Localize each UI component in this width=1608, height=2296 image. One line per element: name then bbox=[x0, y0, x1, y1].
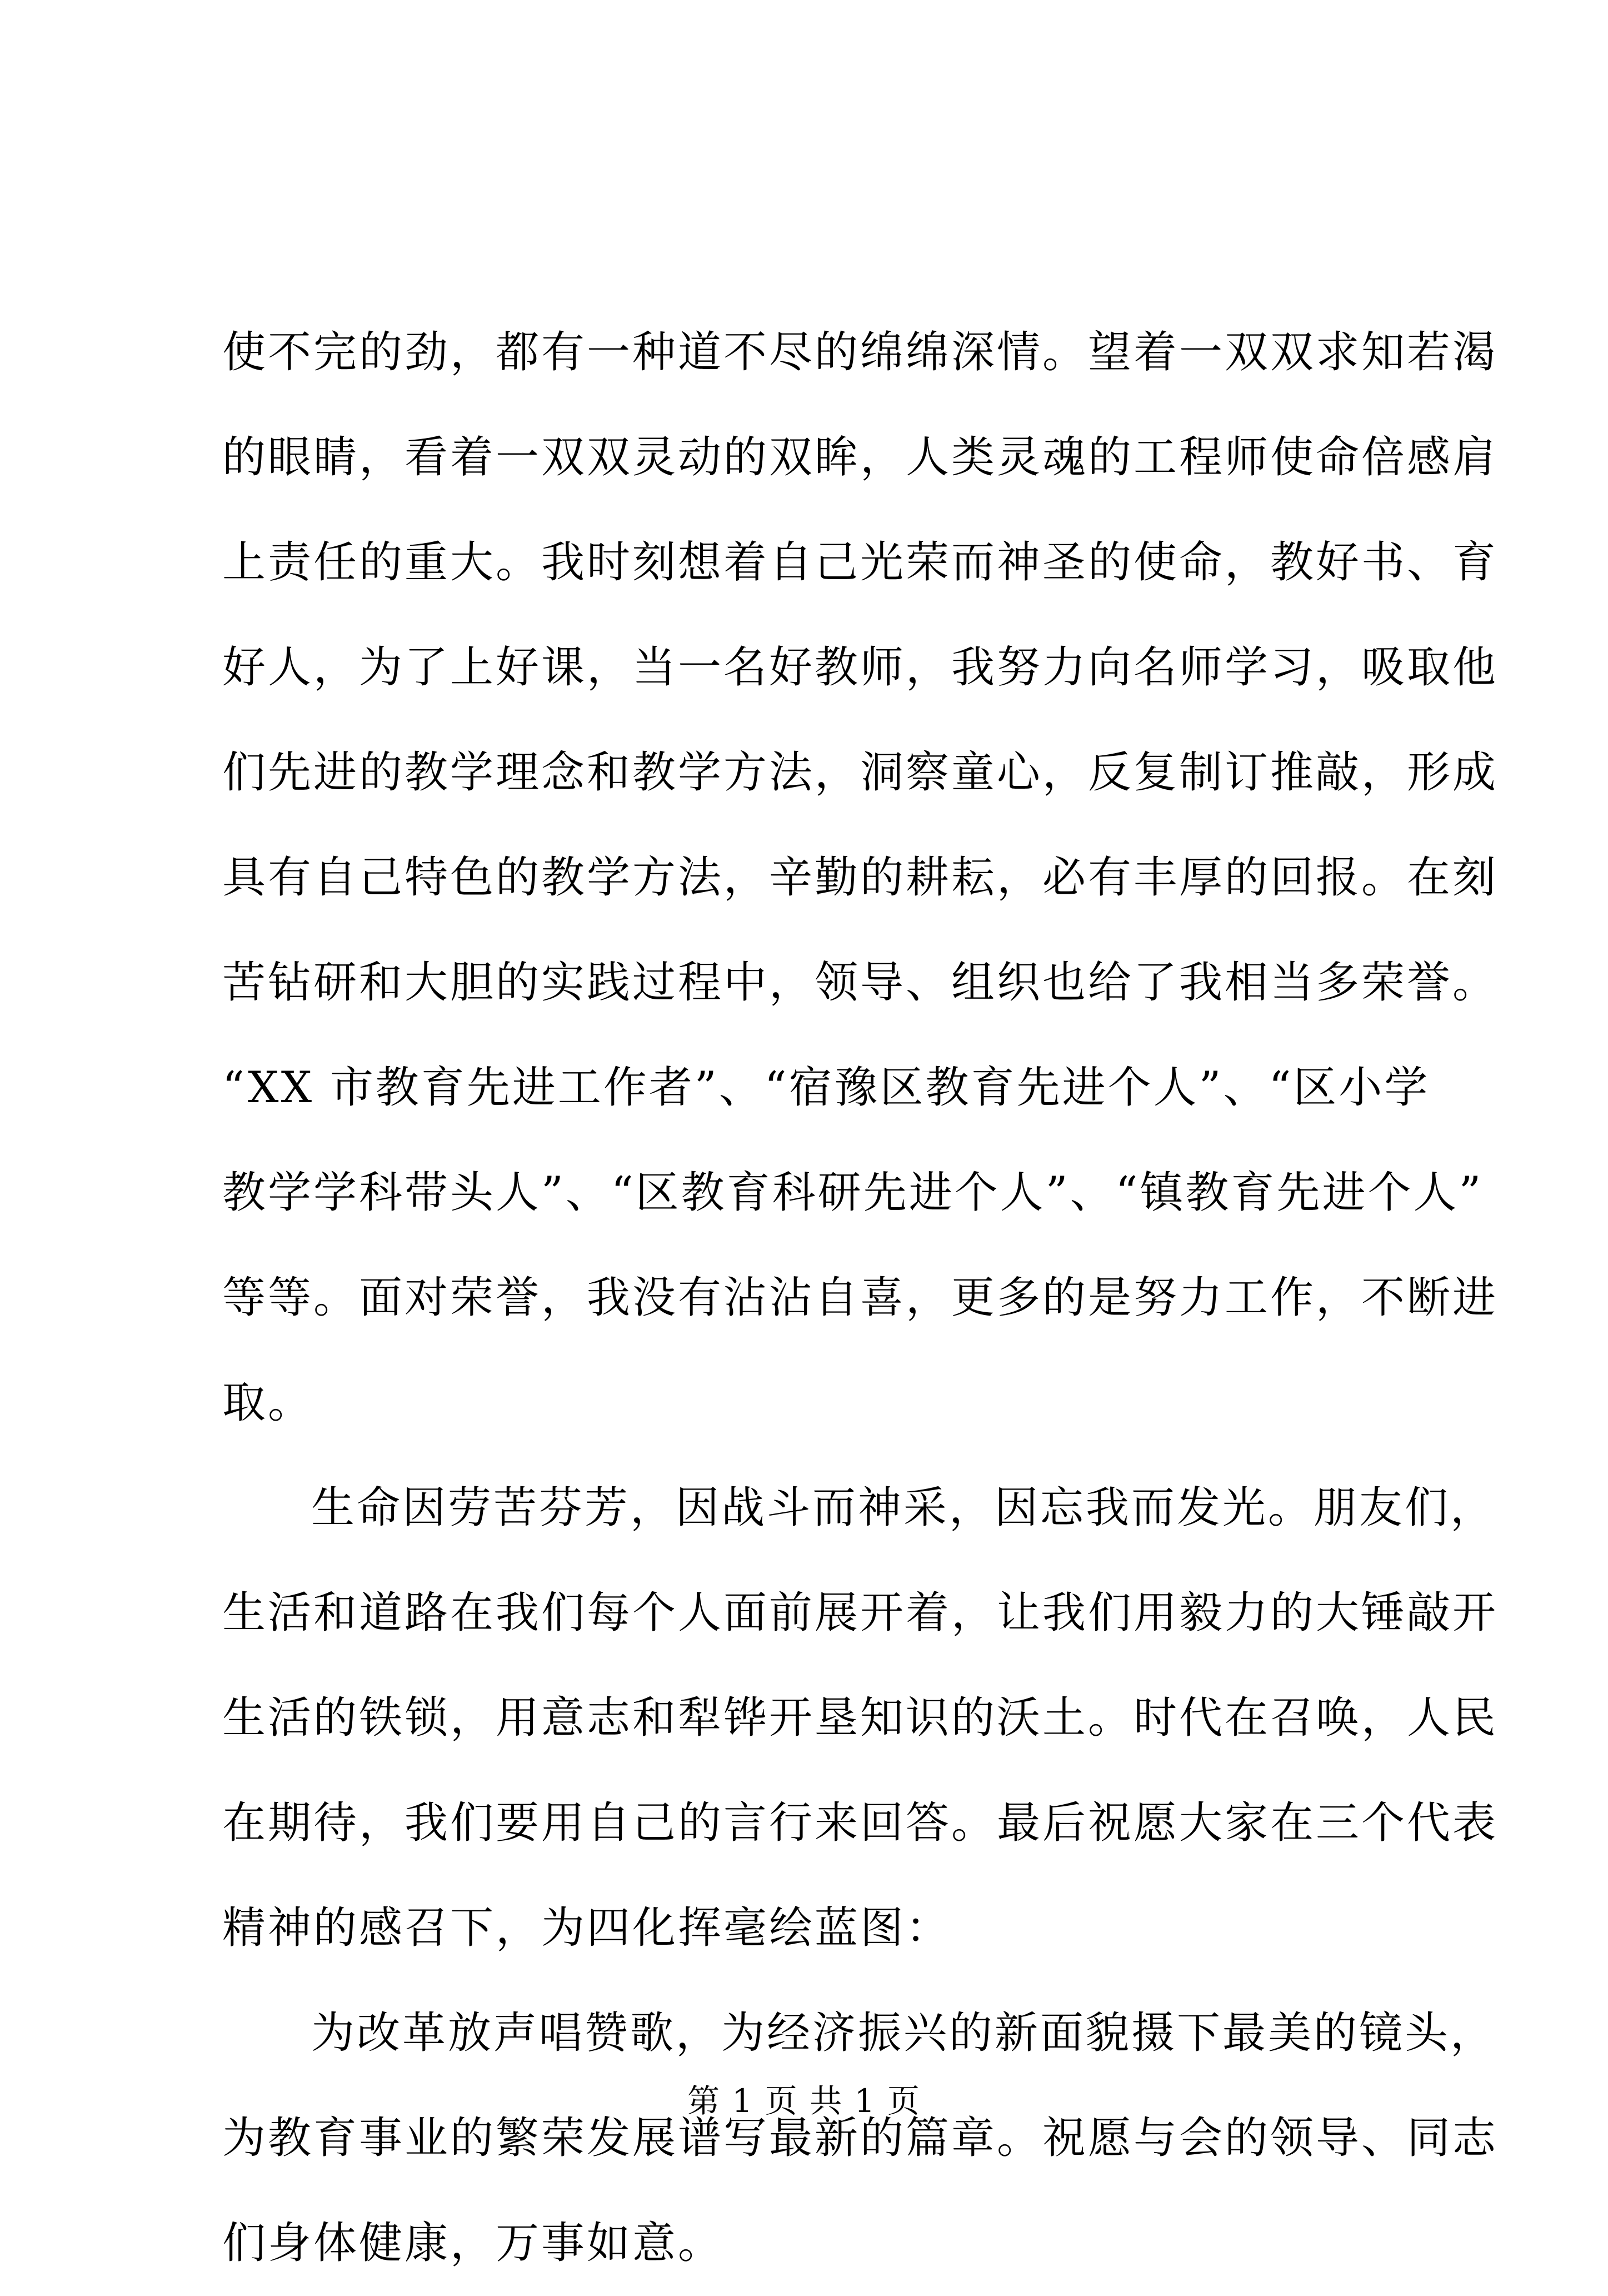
text-line: 使不完的劲，都有一种道不尽的绵绵深情。望着一双双求知若渴 bbox=[222, 327, 1499, 377]
text-line: 为改革放声唱赞歌，为经济振兴的新面貌摄下最美的镜头， bbox=[311, 2008, 1496, 2058]
text-line: 们身体健康，万事如意。 bbox=[222, 2218, 724, 2268]
text-line: 上责任的重大。我时刻想着自己光荣而神圣的使命，教好书、育 bbox=[222, 537, 1499, 587]
text-line: 教学学科带头人”、“区教育科研先进个人”、“镇教育先进个人” bbox=[222, 1168, 1484, 1218]
page-footer: 第 1 页 共 1 页 bbox=[687, 2082, 921, 2120]
text-line: 生活和道路在我们每个人面前展开着，让我们用毅力的大锤敲开 bbox=[222, 1588, 1499, 1638]
text-line: 具有自己特色的教学方法，辛勤的耕耘，必有丰厚的回报。在刻 bbox=[222, 853, 1499, 903]
text-line: 们先进的教学理念和教学方法，洞察童心，反复制订推敲，形成 bbox=[222, 748, 1499, 798]
text-line: 等等。面对荣誉，我没有沾沾自喜，更多的是努力工作，不断进 bbox=[222, 1273, 1499, 1323]
text-line: 取。 bbox=[222, 1378, 314, 1428]
text-line: 生命因劳苦芬芳，因战斗而神采，因忘我而发光。朋友们， bbox=[311, 1483, 1496, 1533]
text-line: “XX 市教育先进工作者”、“宿豫区教育先进个人”、“区小学 bbox=[222, 1063, 1430, 1113]
paragraph-2 bbox=[222, 1456, 1499, 1981]
text-line: 的眼睛，看着一双双灵动的双眸，人类灵魂的工程师使命倍感肩 bbox=[222, 432, 1499, 482]
paragraph-1 bbox=[222, 300, 1499, 1456]
text-line: 苦钻研和大胆的实践过程中，领导、组织也给了我相当多荣誉。 bbox=[222, 958, 1499, 1008]
text-line: 生活的铁锁，用意志和犁铧开垦知识的沃土。时代在召唤，人民 bbox=[222, 1693, 1499, 1743]
text-line: 为教育事业的繁荣发展谱写最新的篇章。祝愿与会的领导、同志 bbox=[222, 2113, 1499, 2163]
text-line: 在期待，我们要用自己的言行来回答。最后祝愿大家在三个代表 bbox=[222, 1798, 1499, 1848]
paragraph-3 bbox=[222, 1981, 1499, 2296]
text-line: 精神的感召下，为四化挥毫绘蓝图： bbox=[222, 1903, 952, 1953]
document-body bbox=[222, 300, 1499, 2296]
text-line: 好人，为了上好课，当一名好教师，我努力向名师学习，吸取他 bbox=[222, 643, 1499, 693]
